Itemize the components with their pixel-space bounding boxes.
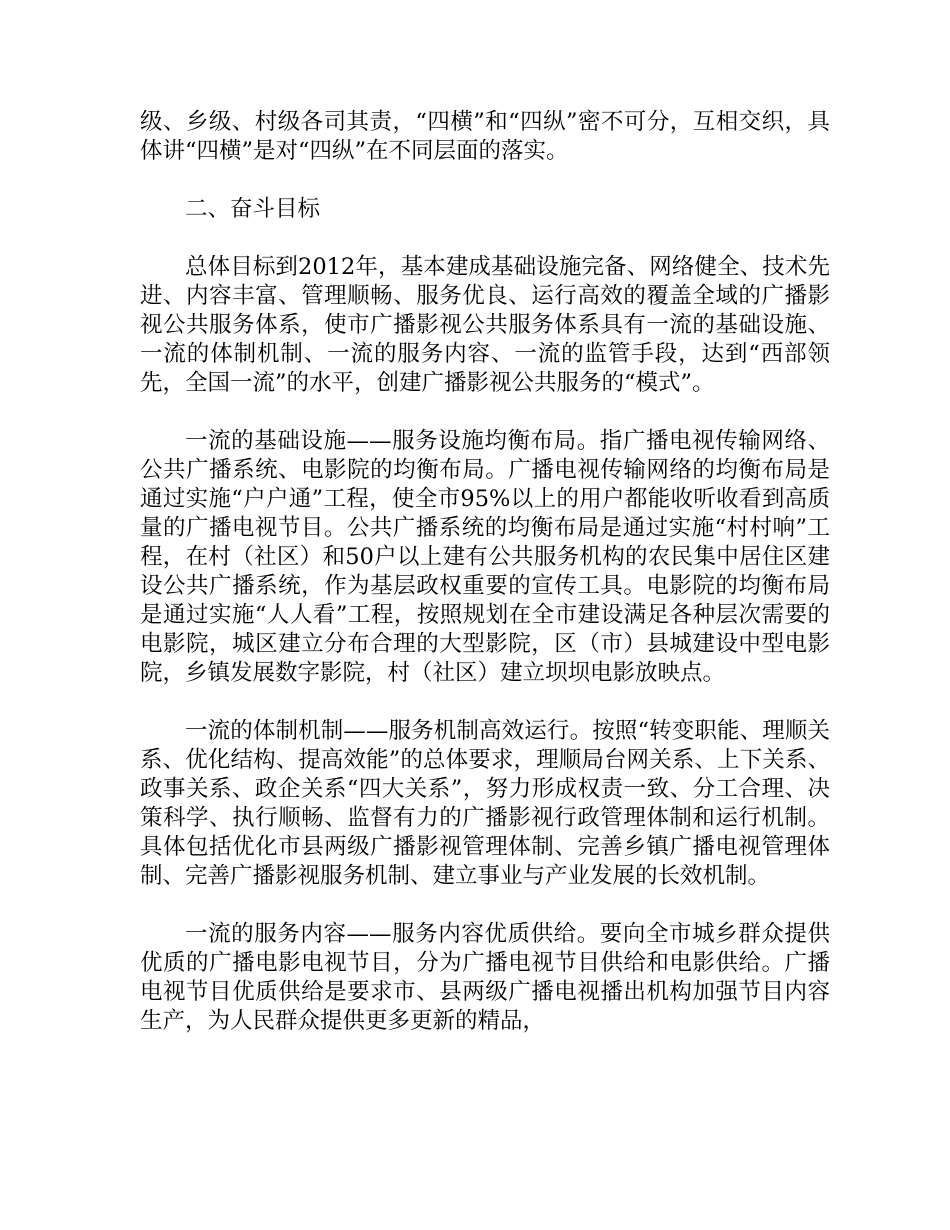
document-page (140, 108, 830, 1065)
paragraph-continuation: 级、乡级、村级各司其责，“四横”和“四纵”密不可分，互相交织，具体讲“四横”是对“四纵”在不同层面的落实。 (140, 109, 830, 164)
paragraph-infrastructure: 一流的基础设施——服务设施均衡布局。指广播电视传输网络、公共广播系统、电影院的均衡布局。广播电视传输网络的均衡布局是通过实施“户户通”工程，使全市95%以上的用户都能收听收看到高质量的广播电视节目。公共广播系统的均衡布局是通过实施“村村响”工程，在村（社区）和50户以上建有公共服务机构的农民集中居住区建设公共广播系统，作为基层政权重要的宣传工具。电影院的均衡布局是通过实施“人人看”工程，按照规划在全市建设满足各种层次需要的电影院，城区建立分布合理的大型影院，区（市）县城建设中型电影院，乡镇发展数字影院，村（社区）建立坝坝电影放映点。 (140, 428, 830, 686)
paragraph-mechanism: 一流的体制机制——服务机制高效运行。按照“转变职能、理顺关系、优化结构、提高效能”的总体要求，理顺局台网关系、上下关系、政事关系、政企关系“四大关系”，努力形成权责一致、分工合理、决策科学、执行顺畅、监督有力的广播影视行政管理体制和运行机制。具体包括优化市县两级广播影视管理体制、完善乡镇广播电视管理体制、完善广播影视服务机制、建立事业与产业发展的长效机制。 (140, 718, 830, 889)
paragraph-service-content: 一流的服务内容——服务内容优质供给。要向全市城乡群众提供优质的广播电影电视节目，分为广播电视节目供给和电影供给。广播电视节目优质供给是要求市、县两级广播电视播出机构加强节目内容生产，为人民群众提供更多更新的精品， (140, 921, 830, 1034)
section-heading: 二、奋斗目标 (185, 196, 321, 222)
paragraph-overall-goal: 总体目标到2012年，基本建成基础设施完备、网络健全、技术先进、内容丰富、管理顺畅、服务优良、运行高效的覆盖全域的广播影视公共服务体系，使市广播影视公共服务体系具有一流的基础设施、一流的体制机制、一流的服务内容、一流的监管手段，达到“西部领先，全国一流”的水平，创建广播影视公共服务的“模式”。 (140, 254, 830, 396)
